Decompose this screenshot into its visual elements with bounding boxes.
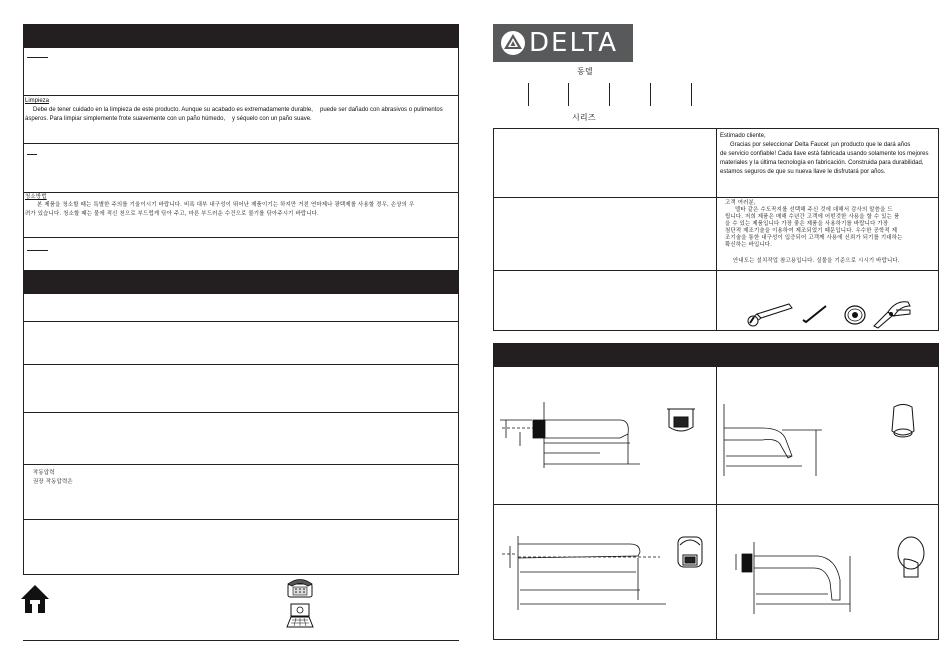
cleaning-kr-text-1: 본 제품을 청소할 때는 특별한 주의를 기울이시기 바랍니다. 비록 대부 내구성이 뛰어난 제품이기는 하지만 거친 연마제나 광택제를 사용할 경우, 손상의 우 — [37, 202, 415, 208]
spout-end-view-d — [896, 535, 926, 579]
operating-panel — [23, 270, 459, 575]
brand-wordmark: DELTA — [529, 28, 619, 58]
divider — [23, 364, 459, 365]
model-separator — [609, 83, 610, 106]
spout-end-view-a — [665, 405, 697, 435]
cleaning-kr-heading: 청소방법 — [25, 194, 47, 200]
series-label: 시리즈 — [572, 113, 596, 122]
spout-diagram-b — [722, 400, 842, 480]
care-cleaning-header-bar — [23, 24, 459, 48]
operating-header-bar — [23, 270, 459, 294]
section-underline-other — [27, 250, 48, 251]
pressure-kr-line1: 작동압력 — [33, 470, 55, 476]
divider — [23, 237, 459, 238]
greeting-kr-6: 조기술을 통한 내구성이 입증되어 고객께 사용에 신뢰가 되기를 기대하는 — [725, 235, 903, 241]
cleaning-es-text-2b: y séquelo con un paño suave. — [232, 116, 312, 122]
footer-rule — [23, 640, 459, 641]
model-label: 동델 — [577, 67, 593, 76]
divider — [23, 143, 459, 144]
care-cleaning-panel — [23, 24, 459, 284]
plumbers-tape-icon — [843, 304, 867, 326]
greeting-kr-7: 확신하는 바입니다. — [725, 242, 773, 248]
cleaning-es-text-2a: ásperos. Para limpiar simplemente frote suavemente con un paño húmedo, — [25, 116, 226, 122]
divider — [23, 95, 459, 96]
cleaning-es-heading: Limpieza — [25, 98, 50, 104]
spout-diagram-c — [500, 532, 670, 612]
cleaning-es-text-1a: Debe de tener cuidado en la limpieza de este producto. Aunque su acabado es extremadamente durable, — [33, 107, 313, 113]
fax-icon — [286, 603, 314, 629]
pressure-kr-line2: 권장 작동압력은 — [33, 479, 73, 485]
greeting-kr-note: 안내도는 설치작업 참고용입니다. 실물을 기준으로 시시기 바랍니다. — [733, 258, 900, 264]
divider — [23, 412, 459, 413]
adjustable-wrench-icon — [745, 302, 795, 328]
greeting-es-5: estamos seguros de que su nueva llave le disfrutará por años. — [720, 169, 886, 175]
delta-triangle-logo — [500, 30, 526, 56]
greeting-es-1: Estimado cliente, — [720, 133, 766, 139]
divider — [23, 519, 459, 520]
dimensions-header-bar — [493, 343, 939, 367]
home-icon — [20, 583, 50, 615]
dimensions-row-divider — [493, 504, 939, 505]
info-table-row-divider — [493, 197, 939, 198]
hex-key-icon — [800, 304, 830, 328]
divider — [23, 321, 459, 322]
section-underline-fr — [27, 154, 37, 155]
divider — [23, 464, 459, 465]
greeting-kr-4: 을 수 있는 제품입니다 가장 좋은 제품을 사용하기를 바랍니다 가장 — [725, 221, 889, 227]
greeting-kr-1: 고객 여러분, — [725, 200, 756, 206]
model-separator — [650, 83, 651, 106]
channel-lock-pliers-icon — [870, 298, 914, 330]
greeting-kr-5: 첨단적 제조기술을 이용하여 제조되었기 때문입니다. 우수한 공학적 제 — [725, 228, 898, 234]
greeting-kr-2: 델타 같은 수도꼭지를 선택해 주신 것에 대해서 감사의 말씀을 드 — [735, 207, 893, 213]
info-table-column-divider — [716, 128, 717, 331]
telephone-icon — [286, 578, 314, 598]
spout-diagram-d — [728, 540, 858, 616]
delta-logo — [493, 24, 633, 62]
model-separator — [691, 83, 692, 106]
model-separator — [528, 83, 529, 106]
spout-end-view-b — [888, 403, 918, 443]
greeting-kr-3: 립니다. 저희 제품은 매해 수년간 고객에 어떤것한 사용을 할 수 있는 품 — [725, 214, 900, 220]
cleaning-kr-text-2: 려가 있습니다. 청소할 때는 물에 적신 천으로 부드럽게 닦아 주고, 마른 부드러운 수건으로 물기를 닦아주시기 바랍니다. — [25, 211, 319, 217]
greeting-es-4: materiales y la última tecnología en fabricación. Construida para durabilidad, — [720, 160, 924, 166]
model-separator — [568, 83, 569, 106]
section-underline-en — [27, 57, 48, 58]
cleaning-es-text-1b: puede ser dañado con abrasivos o pulimentos — [320, 107, 443, 113]
greeting-es-3: de servicio confiable! Cada llave está fabricada usando solamente los mejores — [720, 151, 929, 157]
divider — [23, 192, 459, 193]
spout-end-view-c — [672, 535, 708, 575]
info-table-row-divider — [493, 270, 939, 271]
greeting-es-2: Gracias por seleccionar Delta Faucet ¡un producto que le dará años — [730, 142, 911, 148]
